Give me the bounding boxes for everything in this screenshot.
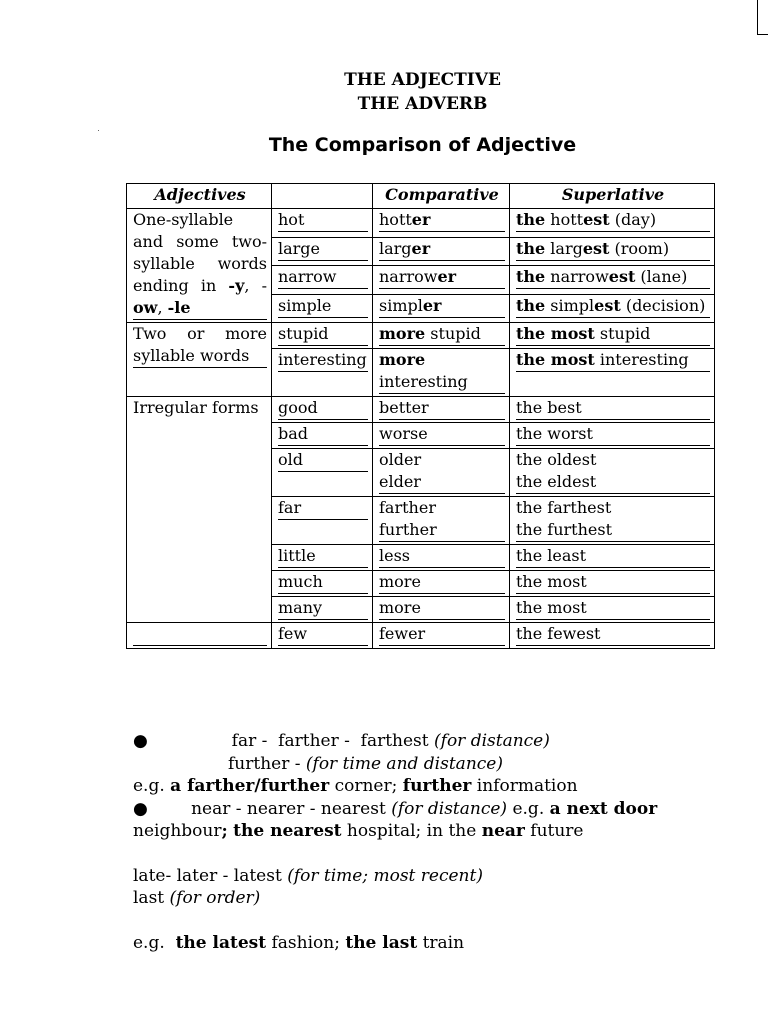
comparative-cell: farther further	[373, 497, 510, 545]
superlative-cell: the oldest the eldest	[510, 449, 715, 497]
superlative-cell: the narrowest (lane)	[510, 266, 715, 295]
column-header-superlative: Superlative	[510, 184, 715, 209]
comparative-cell: worse	[373, 423, 510, 449]
column-header-base	[272, 184, 373, 209]
note-example-late: e.g. the latest fashion; the last train	[133, 932, 465, 953]
table-header-row	[127, 184, 715, 209]
page-subtitle: THE ADVERB	[357, 94, 488, 114]
base-form-cell: many	[272, 597, 373, 623]
notes-section	[133, 730, 723, 954]
base-form-cell: large	[272, 237, 373, 266]
base-form-cell: much	[272, 571, 373, 597]
superlative-cell: the most stupid	[510, 323, 715, 349]
note-late: late- later - latest (for time; most recent)	[133, 865, 483, 886]
comparative-cell: simpler	[373, 294, 510, 323]
superlative-cell: the most	[510, 597, 715, 623]
comparison-table	[126, 183, 715, 649]
section-heading: The Comparison of Adjective	[268, 134, 577, 156]
base-form-cell: little	[272, 545, 373, 571]
superlative-cell: the worst	[510, 423, 715, 449]
superlative-cell: the simplest (decision)	[510, 294, 715, 323]
comparative-cell: fewer	[373, 623, 510, 649]
column-header-adjectives: Adjectives	[127, 184, 272, 209]
note-further: further - (for time and distance)	[228, 753, 503, 774]
comparative-cell: larger	[373, 237, 510, 266]
base-form-cell: far	[272, 497, 373, 545]
table-row	[127, 209, 715, 238]
superlative-cell: the largest (room)	[510, 237, 715, 266]
table-row	[127, 323, 715, 349]
comparative-cell: more interesting	[373, 349, 510, 397]
base-form-cell: few	[272, 623, 373, 649]
base-form-cell: interesting	[272, 349, 373, 397]
base-form-cell: bad	[272, 423, 373, 449]
column-header-comparative: Comparative	[373, 184, 510, 209]
comparative-cell: hotter	[373, 209, 510, 238]
note-example-far: e.g. a farther/further corner; further information	[133, 776, 578, 796]
superlative-cell: the hottest (day)	[510, 209, 715, 238]
superlative-cell: the fewest	[510, 623, 715, 649]
superlative-cell: the best	[510, 397, 715, 423]
empty-label-cell	[127, 623, 272, 649]
superlative-cell: the most interesting	[510, 349, 715, 397]
base-form-cell: narrow	[272, 266, 373, 295]
table-row	[127, 397, 715, 423]
base-form-cell: simple	[272, 294, 373, 323]
note-far: ● far - farther - farthest (for distance)	[133, 731, 550, 751]
base-form-cell: good	[272, 397, 373, 423]
superlative-cell: the least	[510, 545, 715, 571]
note-near: ● near - nearer - nearest (for distance) e.g. a next door neighbour; the nearest hospital; in the near future	[133, 798, 658, 841]
comparative-cell: less	[373, 545, 510, 571]
table-row	[127, 623, 715, 649]
base-form-cell: old	[272, 449, 373, 497]
group-label-multi-syllable: Two or more syllable words	[127, 323, 272, 397]
base-form-cell: stupid	[272, 323, 373, 349]
superlative-cell: the farthest the furthest	[510, 497, 715, 545]
comparative-cell: more	[373, 597, 510, 623]
group-label-one-syllable: One-syllable and some two-syllable words ending in -y, -ow, -le	[127, 209, 272, 323]
comparative-cell: more stupid	[373, 323, 510, 349]
comparative-cell: narrower	[373, 266, 510, 295]
base-form-cell: hot	[272, 209, 373, 238]
page-title: THE ADJECTIVE	[344, 70, 501, 90]
page-speck	[98, 130, 99, 131]
comparative-cell: better	[373, 397, 510, 423]
superlative-cell: the most	[510, 571, 715, 597]
comparative-cell: more	[373, 571, 510, 597]
group-label-irregular: Irregular forms	[127, 397, 272, 623]
comparative-cell: older elder	[373, 449, 510, 497]
page-corner-mark	[757, 0, 768, 35]
note-last: last (for order)	[133, 888, 261, 908]
